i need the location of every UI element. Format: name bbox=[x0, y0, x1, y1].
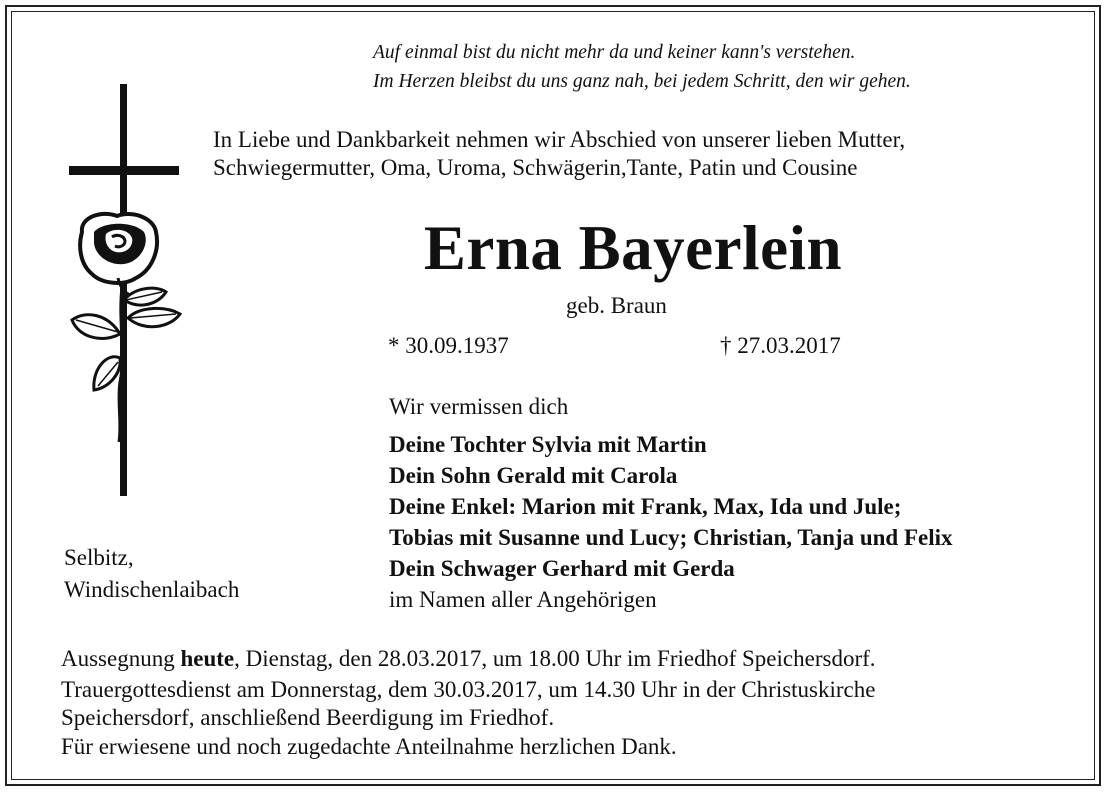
poem-line-2: Im Herzen bleibst du uns ganz nah, bei jedem Schritt, den wir gehen. bbox=[373, 71, 911, 92]
place-line-1: Selbitz, bbox=[64, 545, 134, 570]
mourners-heading: Wir vermissen dich bbox=[389, 394, 569, 419]
service-line-1-post: , Dienstag, den 28.03.2017, um 18.00 Uhr im Friedhof Speichersdorf. bbox=[234, 646, 876, 671]
maiden-name: geb. Braun bbox=[566, 293, 667, 318]
deceased-name: Erna Bayerlein bbox=[423, 213, 843, 283]
intro-line-1: In Liebe und Dankbarkeit nehmen wir Abschied von unserer lieben Mutter, bbox=[213, 127, 906, 152]
intro-line-2: Schwiegermutter, Oma, Uroma, Schwägerin,Tante, Patin und Cousine bbox=[213, 155, 858, 180]
mourners-closing: im Namen aller Angehörigen bbox=[389, 587, 657, 612]
service-line-1-pre: Aussegnung bbox=[61, 646, 181, 671]
mourner-line: Deine Enkel: Marion mit Frank, Max, Ida und Jule; bbox=[389, 494, 902, 519]
thanks-line: Für erwiesene und noch zugedachte Anteilnahme herzlichen Dank. bbox=[61, 734, 677, 759]
poem-line-1: Auf einmal bist du nicht mehr da und keiner kann's verstehen. bbox=[373, 42, 856, 63]
death-date: † 27.03.2017 bbox=[720, 333, 841, 358]
service-line-3: Speichersdorf, anschließend Beerdigung im Friedhof. bbox=[61, 705, 555, 730]
mourner-line: Tobias mit Susanne und Lucy; Christian, Tanja und Felix bbox=[389, 525, 953, 550]
mourner-line: Deine Tochter Sylvia mit Martin bbox=[389, 432, 707, 457]
mourner-line: Dein Schwager Gerhard mit Gerda bbox=[389, 556, 735, 581]
service-line-2: Trauergottesdienst am Donnerstag, dem 30.03.2017, um 14.30 Uhr in der Christuskirche bbox=[61, 677, 876, 702]
service-line-1 bbox=[61, 646, 876, 672]
place-line-2: Windischenlaibach bbox=[64, 577, 240, 602]
birth-date: * 30.09.1937 bbox=[388, 333, 509, 358]
mourner-line: Dein Sohn Gerald mit Carola bbox=[389, 463, 678, 488]
cross-with-rose-icon bbox=[62, 82, 187, 502]
service-today: heute bbox=[180, 646, 235, 671]
